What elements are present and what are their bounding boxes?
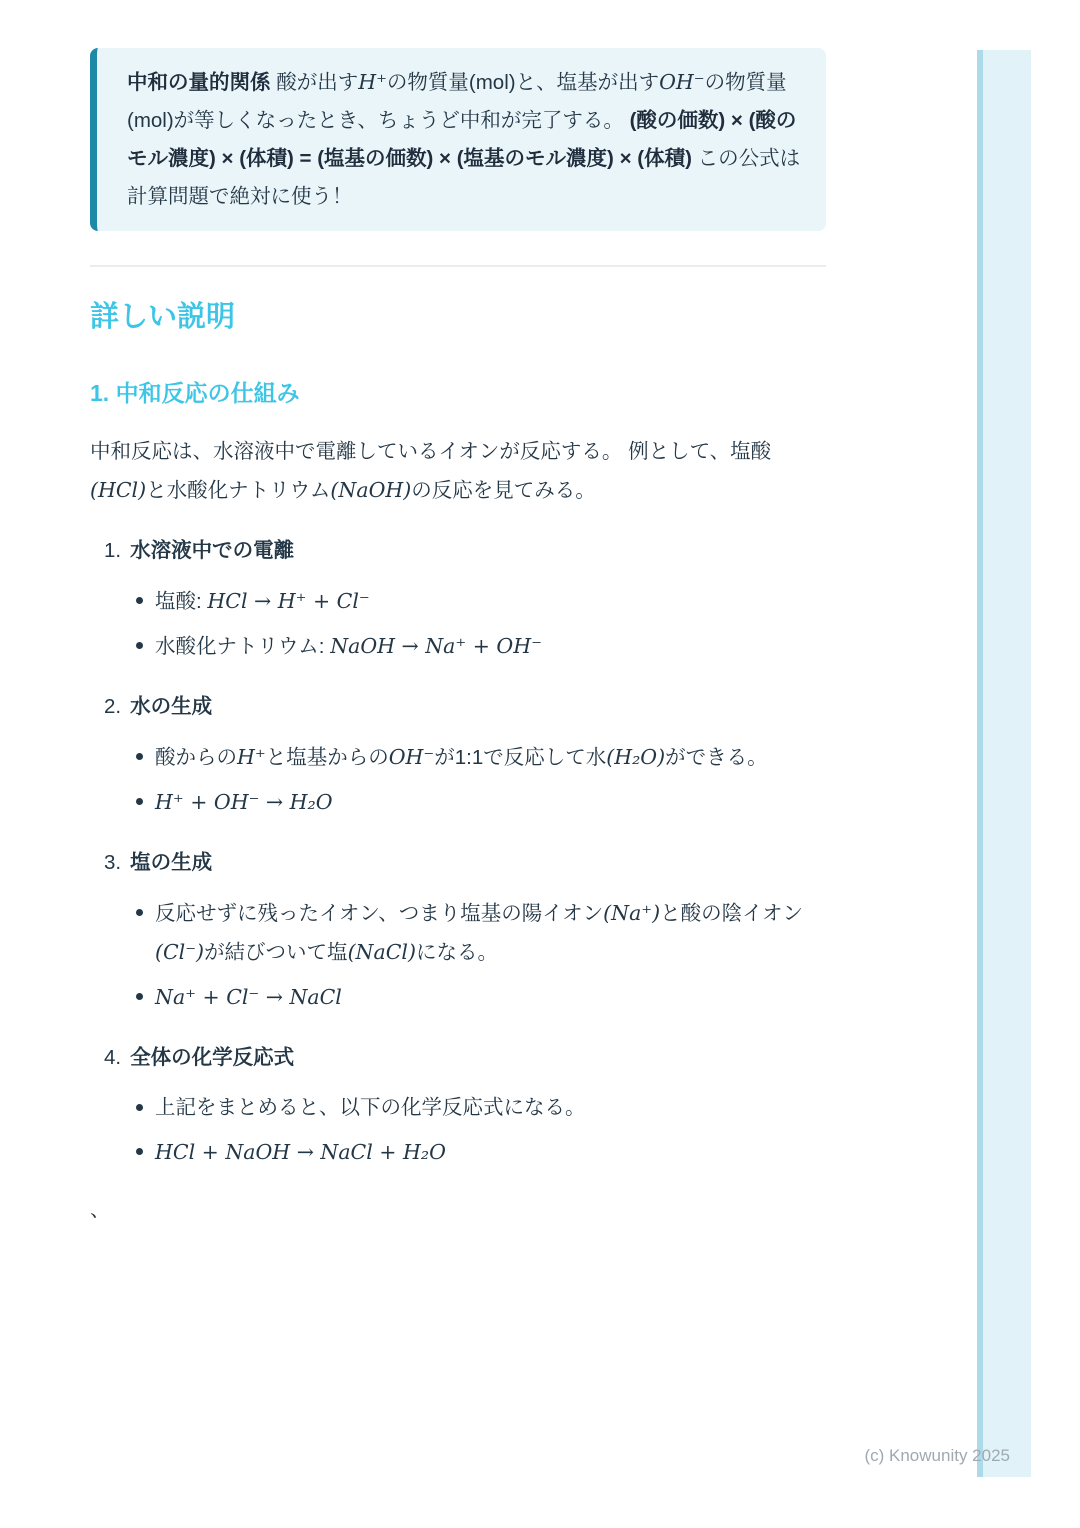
stray-comma-mark: 、 [90,1199,110,1221]
callout-segment: の物質量(mol)が等しくなったとき、ちょうど中和が完了する。 [127,71,787,132]
formula-cl-minus: Cl⁻) [163,940,205,964]
formula-oh-minus: OH⁻ [659,70,705,94]
list-item-number: 4. [104,1046,122,1069]
bullet-text: 酸からの [155,746,237,769]
callout-segment: この公式は計算問題で絶対に使う！ [127,147,801,208]
bullet-item [155,1089,826,1127]
key-point-callout [90,48,826,231]
content-column [90,0,826,1222]
formula-hcl-dissociation: HCl → H⁺ + Cl⁻ [207,589,370,613]
bullet-text: になる。 [415,941,498,964]
section-heading: 詳しい説明 [90,301,236,333]
formula-h2o: (H₂O) [606,745,666,769]
bullet-list [90,738,826,822]
bullet-list [90,582,826,666]
bullet-item [155,627,826,666]
bullet-text: 上記をまとめると、以下の化学反応式になる。 [155,1096,586,1119]
list-item [90,844,826,1017]
formula-h-plus: H⁺ [237,745,266,769]
bullet-item [155,738,826,777]
list-item [90,532,826,666]
formula-overall-reaction: HCl + NaOH → NaCl + H₂O [155,1140,446,1164]
formula-naoh: (NaOH) [330,478,412,502]
bullet-item [155,978,826,1017]
footer-copyright: (c) Knowunity 2025 [864,1446,1010,1465]
bullet-list [90,1089,826,1172]
bullet-item [155,894,826,972]
formula-salt-formation: Na⁺ + Cl⁻ → NaCl [155,985,342,1009]
formula-hcl: (HCl) [90,478,147,502]
callout-segment: の物質量(mol)と、塩基が出す [386,71,660,94]
bullet-text: 水酸化ナトリウム: [155,635,331,658]
list-item-heading [104,1039,826,1077]
bullet-text: が結びついて塩 [204,941,348,964]
formula-nacl: (NaCl) [347,940,416,964]
bullet-item [155,1133,826,1172]
formula-oh-minus: OH⁻ [388,745,435,769]
bullet-text: ができる。 [665,746,768,769]
list-item-title: 全体の化学反応式 [130,1046,295,1069]
bullet-item [155,783,826,822]
bullet-text: と酸の陰イオン [660,902,804,925]
bullet-item [155,582,826,621]
list-item [90,688,826,822]
list-item-heading [104,688,826,726]
formula-open-paren: ( [155,940,163,964]
formula-h-plus: H⁺ [358,70,387,94]
list-item-title: 水溶液中での電離 [130,539,295,562]
intro-segment: 中和反応は、水溶液中で電離しているイオンが反応する。 例として、塩酸 [90,440,772,463]
bullet-text: 反応せずに残ったイオン、つまり塩基の陽イオン [155,902,604,925]
list-item-heading [104,844,826,882]
list-item-title: 水の生成 [130,695,213,718]
intro-segment: の反応を見てみる。 [411,479,596,502]
list-item-number: 3. [104,851,122,874]
callout-segment: 酸が出す [270,71,359,94]
callout-bold-formula: (酸の価数) × (酸のモル濃度) × (体積) = (塩基の価数) × (塩基のモル濃度) × (体積) [127,109,797,170]
bullet-list [90,894,826,1017]
callout-text [127,63,802,216]
bullet-text: 塩酸: [155,590,208,613]
list-item-heading [104,532,826,570]
list-item-title: 塩の生成 [130,851,213,874]
list-item-number: 1. [104,539,122,562]
right-highlight-strip [977,50,1031,1477]
bullet-text: が1:1で反応して水 [434,746,607,769]
formula-water-formation: H⁺ + OH⁻ → H₂O [155,790,333,814]
formula-na-plus: (Na⁺) [603,901,661,925]
intro-segment: と水酸化ナトリウム [146,479,331,502]
subsection-heading: 1. 中和反応の仕組み [90,380,300,406]
list-item [90,1039,826,1172]
intro-paragraph [90,433,826,510]
callout-title: 中和の量的関係 [127,71,271,94]
ordered-list [90,532,826,1172]
formula-naoh-dissociation: NaOH → Na⁺ + OH⁻ [330,634,542,658]
list-item-number: 2. [104,695,122,718]
section-divider [90,265,826,267]
bullet-text: と塩基からの [265,746,389,769]
